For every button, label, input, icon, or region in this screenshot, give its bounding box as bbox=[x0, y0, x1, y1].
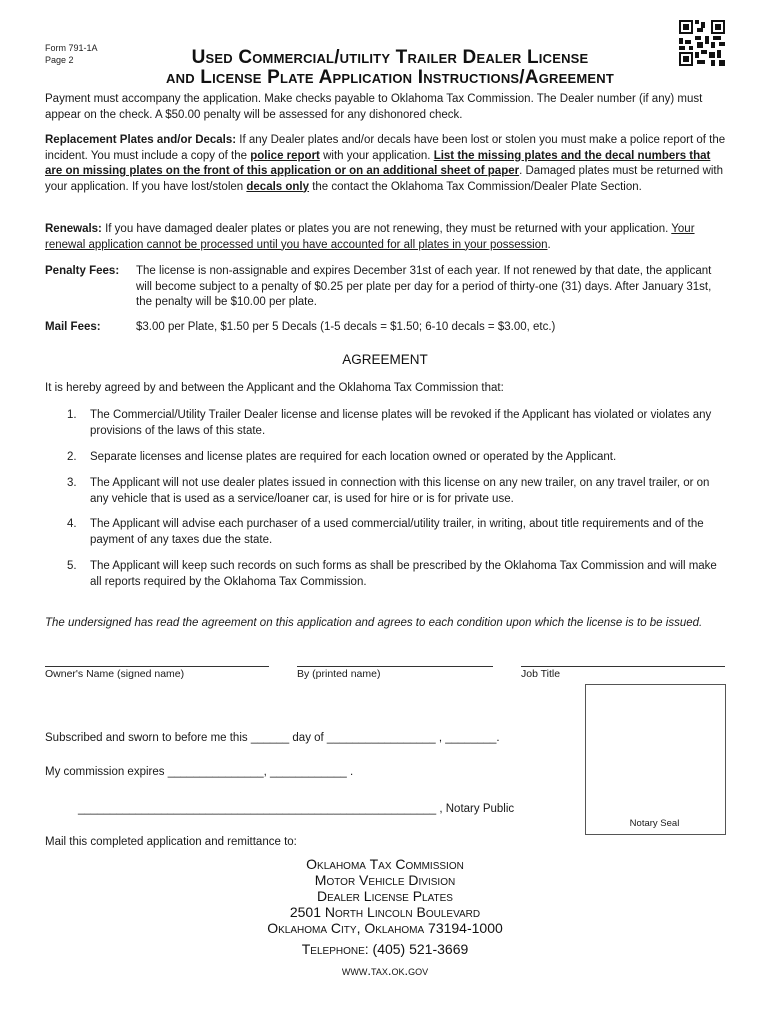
payment-instructions: Payment must accompany the application. Make checks payable to Oklahoma Tax Commission. The Dealer number (if any) must appear on the check. A $50.00 penalty will be assessed for any dishonored check. bbox=[45, 93, 703, 121]
agreement-item-text: The Commercial/Utility Trailer Dealer license and license plates will be revoked if the Applicant has violated or violates any provisions of the laws of this state. bbox=[90, 409, 712, 437]
police-report-text: police report bbox=[250, 149, 320, 162]
agreement-item-text: The Applicant will advise each purchaser of a used commercial/utility trailer, in writing, about title requirements and of the payment of any taxes due the state. bbox=[90, 518, 704, 546]
agreement-item-text: The Applicant will not use dealer plates issued in connection with this license on any new trailer, on any travel trailer, or on any vehicle that is used as a service/loaner car, is used for hire or is for private use. bbox=[90, 477, 710, 505]
commission-expires-line[interactable]: My commission expires _______________, ____________ . bbox=[45, 766, 354, 778]
notary-seal-label: Notary Seal bbox=[629, 818, 680, 829]
replacement-text-2: with your application. bbox=[319, 149, 434, 162]
page-title-line2: and License Plate Application Instructions/Agreement bbox=[166, 67, 614, 88]
agreement-statement: The undersigned has read the agreement on this application and agrees to each condition upon which the license is to be issued. bbox=[45, 617, 703, 629]
owner-name-label: Owner's Name (signed name) bbox=[45, 668, 185, 680]
renewals-text-2: . bbox=[547, 238, 551, 251]
address-line-1: Oklahoma Tax Commission bbox=[306, 856, 464, 872]
agreement-item-text: The Applicant will keep such records on such forms as shall be prescribed by the Oklahoma Tax Commission and will make all reports required by the Oklahoma Tax Commission. bbox=[90, 560, 717, 588]
mail-instruction: Mail this completed application and remittance to: bbox=[45, 836, 297, 848]
address-line-5: Oklahoma City, Oklahoma 73194-1000 bbox=[267, 920, 503, 936]
mail-fees-label: Mail Fees: bbox=[45, 321, 101, 333]
form-number bbox=[45, 42, 98, 66]
agreement-item-text: Separate licenses and license plates are required for each location owned or operated by the Applicant. bbox=[90, 451, 617, 463]
subscribed-sworn-line[interactable]: Subscribed and sworn to before me this ______ day of _________________ , ________. bbox=[45, 732, 500, 744]
printed-name-label: By (printed name) bbox=[297, 668, 381, 680]
renewals-text-1: If you have damaged dealer plates or plates you are not renewing, they must be returned with your application. bbox=[101, 223, 672, 235]
owner-signature-line[interactable] bbox=[45, 666, 269, 667]
job-title-line[interactable] bbox=[521, 666, 725, 667]
notary-seal-box bbox=[585, 684, 726, 835]
list-missing-text: List the missing plates and the decal numbers that are on missing plates on the front of this application or on an additional sheet of paper bbox=[45, 149, 711, 177]
agreement-item-number: 4. bbox=[67, 518, 77, 530]
decals-only-text: decals only bbox=[246, 180, 310, 193]
address-line-4: 2501 North Lincoln Boulevard bbox=[289, 904, 481, 920]
agreement-intro: It is hereby agreed by and between the Applicant and the Oklahoma Tax Commission that: bbox=[45, 382, 504, 394]
renewals-section bbox=[45, 222, 727, 253]
agreement-heading: AGREEMENT bbox=[342, 352, 428, 367]
notary-public-line[interactable]: ________________________________________________________ , Notary Public bbox=[78, 803, 515, 815]
penalty-fees-text: The license is non-assignable and expires December 31st of each year. If not renewed by that date, the applicant will become subject to a penalty of $0.25 per plate per day for a period of thirty-one (31) days. After January 31st, the penalty will be $10.00 per plate. bbox=[136, 265, 712, 308]
printed-name-line[interactable] bbox=[297, 666, 493, 667]
agreement-item-number: 3. bbox=[67, 477, 77, 489]
agreement-item-number: 1. bbox=[67, 409, 77, 421]
renewals-label: Renewals: bbox=[45, 223, 102, 235]
penalty-fees-label: Penalty Fees: bbox=[45, 265, 120, 277]
website-link[interactable]: www.tax.ok.gov bbox=[341, 963, 429, 978]
agreement-item-number: 2. bbox=[67, 451, 77, 463]
replacement-text-4: the contact the Oklahoma Tax Commission/Dealer Plate Section. bbox=[309, 180, 642, 193]
replacement-text-1: If any Dealer plates and/or decals have been lost or stolen you must make a police report of the incident. You must include a copy of the bbox=[45, 134, 726, 162]
replacement-label: Replacement Plates and/or Decals: bbox=[45, 134, 237, 146]
mail-fees-text: $3.00 per Plate, $1.50 per 5 Decals (1-5 decals = $1.50; 6-10 decals = $3.00, etc.) bbox=[136, 321, 556, 333]
job-title-label: Job Title bbox=[521, 668, 561, 680]
page-number: Page 2 bbox=[45, 55, 74, 65]
page-title-line1: Used Commercial/utility Trailer Dealer License bbox=[191, 47, 589, 68]
form-number-text: Form 791-1A bbox=[45, 43, 98, 53]
telephone: Telephone: (405) 521-3669 bbox=[301, 941, 469, 957]
agreement-item-number: 5. bbox=[67, 560, 77, 572]
address-line-2: Motor Vehicle Division bbox=[314, 872, 456, 888]
replacement-section bbox=[45, 133, 727, 195]
address-line-3: Dealer License Plates bbox=[317, 888, 453, 904]
qr-code-icon bbox=[679, 20, 725, 66]
replacement-text-3: . Damaged plates must be returned with your application. If you have lost/stolen bbox=[45, 165, 724, 193]
renewals-underlined: Your renewal application cannot be processed until you have accounted for all plates in your possession bbox=[45, 223, 695, 251]
